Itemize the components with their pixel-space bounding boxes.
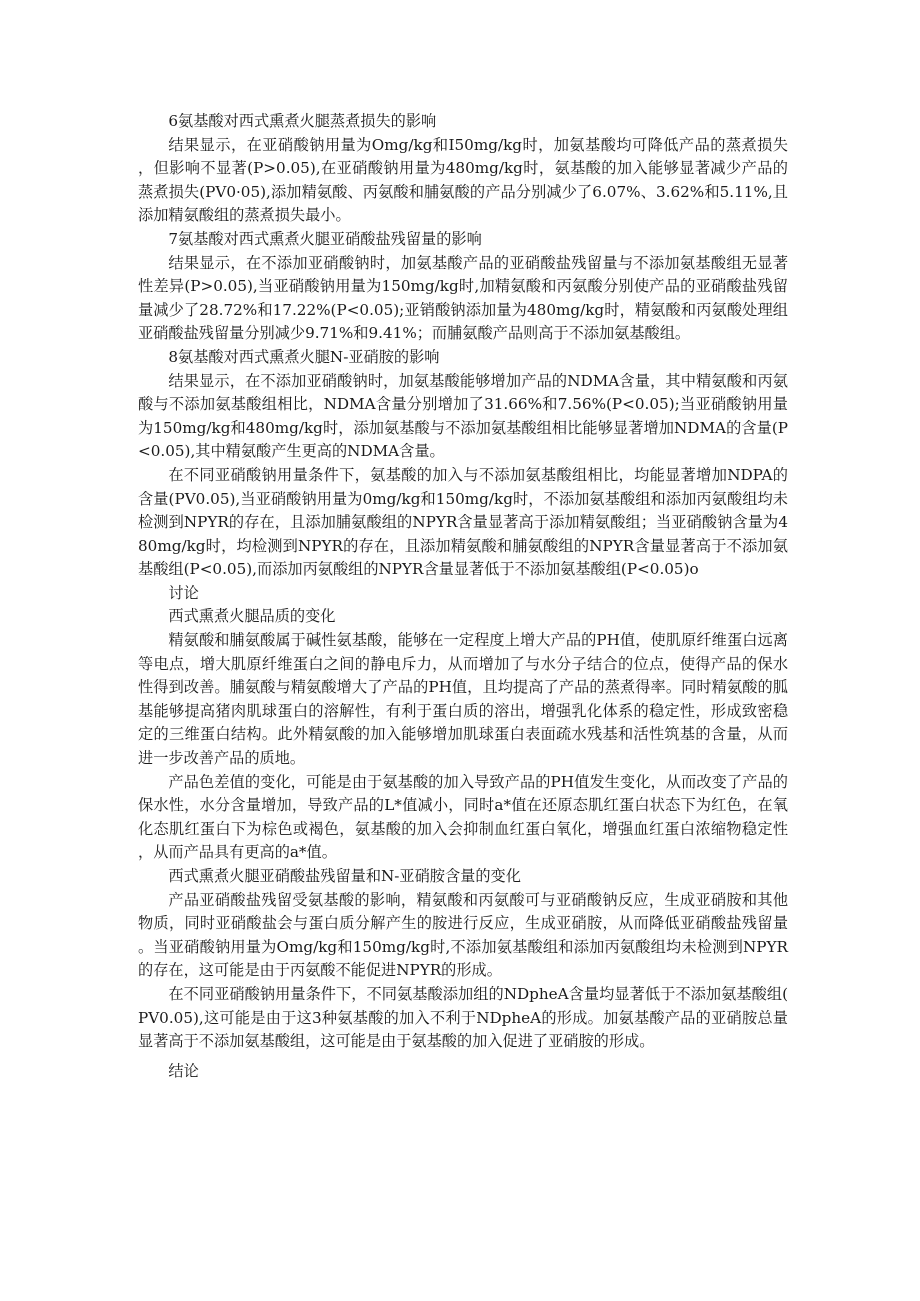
subsection-heading-quality: 西式熏煮火腿品质的变化 xyxy=(168,607,336,626)
paragraph: 在不同亚硝酸钠用量条件下，氨基酸的加入与不添加氨基酸组相比，均能显著增加NDPA的含量(PV0.05),当亚硝酸钠用量为0mg/kg和150mg/kg时，不添加氨基酸组和添加丙氨酸组均未检测到NPYR的存在，且添加脯氨酸组的NPYR含量显著高于添加精氨酸组；当亚硝酸钠含量为480mg/kg时，均检测到NPYR的存在，且添加精氨酸和脯氨酸组的NPYR含量显著高于不添加氨基酸组(P<0.05),而添加丙氨酸组的NPYR含量显著低于不添加氨基酸组(P<0.05)o xyxy=(138,465,788,579)
section-heading-7: 7氨基酸对西式熏煮火腿亚硝酸盐残留量的影响 xyxy=(168,229,482,248)
paragraph: 在不同亚硝酸钠用量条件下，不同氨基酸添加组的NDpheA含量均显著低于不添加氨基酸组(PV0.05),这可能是由于这3种氨基酸的加入不利于NDpheA的形成。加氨基酸产品的亚硝胺总量显著高于不添加氨基酸组，这可能是由于氨基酸的加入促进了亚硝胺的形成。 xyxy=(138,984,788,1051)
paragraph: 结果显示，在不添加亚硝酸钠时，加氨基酸产品的亚硝酸盐残留量与不添加氨基酸组无显著性差异(P>0.05),当亚硝酸钠用量为150mg/kg时,加精氨酸和丙氨酸分别使产品的亚硝酸盐残留量减少了28.72%和17.22%(P<0.05);亚销酸钠添加量为480mg/kg时，精氨酸和丙氨酸处理组亚硝酸盐残留量分别减少9.71%和9.41%；而脯氨酸产品则高于不添加氨基酸组。 xyxy=(138,253,788,343)
section-heading-conclusion: 结论 xyxy=(168,1061,199,1080)
paragraph: 产品亚硝酸盐残留受氨基酸的影响，精氨酸和丙氨酸可与亚硝酸钠反应，生成亚硝胺和其他物质，同时亚硝酸盐会与蛋白质分解产生的胺进行反应，生成亚硝胺，从而降低亚硝酸盐残留量。当亚硝酸钠用量为Omg/kg和150mg/kg时,不添加氨基酸组和添加丙氨酸组均未检测到NPYR的存在，这可能是由于丙氨酸不能促进NPYR的形成。 xyxy=(138,890,788,980)
paragraph: 结果显示，在亚硝酸钠用量为Omg/kg和I50mg/kg时，加氨基酸均可降低产品的蒸煮损失，但影响不显著(P>0.05),在亚硝酸钠用量为480mg/kg时，氨基酸的加入能够显著减少产品的蒸煮损失(PV0·05),添加精氨酸、丙氨酸和脯氨酸的产品分别减少了6.07%、3.62%和5.11%,且添加精氨酸组的蒸煮损失最小。 xyxy=(138,135,788,225)
paragraph: 结果显示，在不添加亚硝酸钠时，加氨基酸能够增加产品的NDMA含量，其中精氨酸和丙氨酸与不添加氨基酸组相比，NDMA含量分别增加了31.66%和7.56%(P<0.05);当亚硝酸钠用量为150mg/kg和480mg/kg时，添加氨基酸与不添加氨基酸组相比能够显著增加NDMA的含量(P<0.05),其中精氨酸产生更高的NDMA含量。 xyxy=(138,371,788,461)
subsection-heading-nitrite: 西式熏煮火腿亚硝酸盐残留量和N-亚硝胺含量的变化 xyxy=(168,867,521,885)
section-heading-8: 8氨基酸对西式熏煮火腿N-亚硝胺的影响 xyxy=(168,347,440,366)
paragraph: 精氨酸和脯氨酸属于碱性氨基酸，能够在一定程度上增大产品的PH值，使肌原纤维蛋白远离等电点，增大肌原纤维蛋白之间的静电斥力，从而增加了与水分子结合的位点，使得产品的保水性得到改善。脯氨酸与精氨酸增大了产品的PH值，且均提高了产品的蒸煮得率。同时精氨酸的胍基能够提高猪肉肌球蛋白的溶解性，有利于蛋白质的溶出，增强乳化体系的稳定性，形成致密稳定的三维蛋白结构。此外精氨酸的加入能够增加肌球蛋白表面疏水残基和活性筑基的含量，从而进一步改善产品的质地。 xyxy=(138,631,788,768)
section-heading-6: 6氨基酸对西式熏煮火腿蒸煮损失的影响 xyxy=(168,112,437,130)
section-heading-discussion: 讨论 xyxy=(168,583,199,602)
paragraph: 产品色差值的变化，可能是由于氨基酸的加入导致产品的PH值发生变化，从而改变了产品的保水性，水分含量增加，导致产品的L*值减小，同时a*值在还原态肌红蛋白状态下为红色，在氧化态肌红蛋白下为棕色或褐色，氨基酸的加入会抑制血红蛋白氧化，增强血红蛋白浓缩物稳定性，从而产品具有更高的a*值。 xyxy=(138,772,788,862)
document-body xyxy=(138,110,788,1083)
